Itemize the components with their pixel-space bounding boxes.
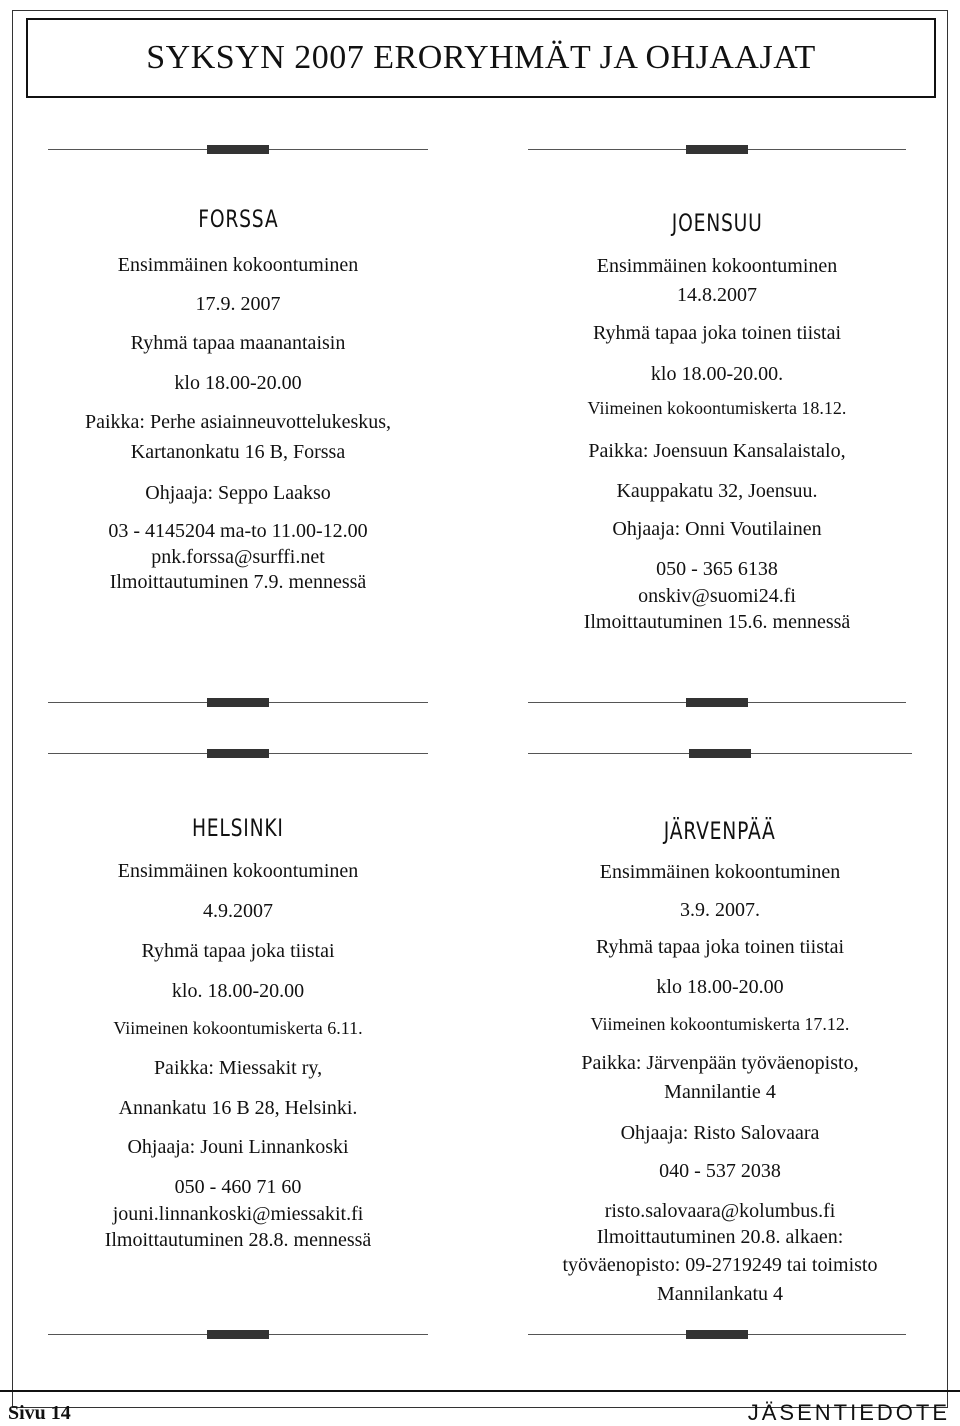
text-line: 040 - 537 2038 [659,1160,781,1182]
divider [528,145,906,157]
text-line: 4.9.2007 [203,900,273,922]
divider [48,145,428,157]
section-heading: HELSINKI [192,814,284,842]
text-line: Paikka: Joensuun Kansalaistalo, [588,440,846,462]
text-line: klo 18.00-20.00 [174,372,302,394]
text-line: pnk.forssa@surffi.net [151,546,325,568]
text-line: Ilmoittautuminen 15.6. mennessä [583,611,851,633]
text-line: 17.9. 2007 [195,293,281,315]
text-line: risto.salovaara@kolumbus.fi [604,1200,836,1222]
divider [528,698,906,710]
text-line: klo. 18.00-20.00 [171,980,305,1002]
text-line: Paikka: Järvenpään työväenopisto, [581,1052,859,1074]
text-line: Ilmoittautuminen 7.9. mennessä [109,571,367,593]
text-line: Ensimmäinen kokoontuminen [596,255,838,277]
section-heading: JÄRVENPÄÄ [664,817,776,845]
divider [48,749,428,761]
text-line: Ohjaaja: Risto Salovaara [620,1122,820,1144]
divider [528,749,912,761]
text-line: Kauppakatu 32, Joensuu. [616,480,818,502]
text-line: Ilmoittautuminen 28.8. mennessä [104,1229,372,1251]
text-line: Mannilankatu 4 [656,1283,784,1305]
title-box [26,18,936,98]
publication-name: JÄSENTIEDOTE [747,1400,950,1425]
text-line: Paikka: Miessakit ry, [153,1057,323,1079]
text-line: Annankatu 16 B 28, Helsinki. [118,1097,358,1119]
text-line: työväenopisto: 09-2719249 tai toimisto [562,1254,878,1276]
text-line: 050 - 460 71 60 [174,1176,302,1198]
text-line: Ensimmäinen kokoontuminen [599,861,841,883]
text-line: klo 18.00-20.00. [650,363,784,385]
text-line: klo 18.00-20.00 [656,976,784,998]
section-heading: JOENSUU [671,209,763,237]
text-line: Ryhmä tapaa joka tiistai [141,940,335,962]
text-line: Ohjaaja: Seppo Laakso [145,482,331,504]
divider [528,1330,906,1342]
text-line: Paikka: Perhe asiainneuvottelukeskus, [84,411,392,433]
text-line: Viimeinen kokoontumiskerta 17.12. [590,1014,850,1034]
text-line: Kartanonkatu 16 B, Forssa [130,441,346,463]
section-heading: FORSSA [197,205,279,233]
text-line: Ryhmä tapaa joka toinen tiistai [595,936,845,958]
text-line: 050 - 365 6138 [656,558,778,580]
text-line: 14.8.2007 [677,284,757,306]
text-line: Ohjaaja: Onni Voutilainen [612,518,822,540]
page-number: Sivu 14 [8,1402,71,1424]
text-line: Mannilantie 4 [664,1081,776,1103]
text-line: Ensimmäinen kokoontuminen [117,254,359,276]
footer-rule [0,1390,960,1392]
text-line: Viimeinen kokoontumiskerta 18.12. [587,398,847,418]
text-line: Ensimmäinen kokoontuminen [117,860,359,882]
text-line: onskiv@suomi24.fi [638,585,796,607]
page-title: SYKSYN 2007 ERORYHMÄT JA OHJAAJAT [146,39,816,76]
text-line: Viimeinen kokoontumiskerta 6.11. [113,1018,363,1038]
text-line: Ryhmä tapaa joka toinen tiistai [592,322,842,344]
text-line: 3.9. 2007. [680,899,760,921]
text-line: Ryhmä tapaa maanantaisin [130,332,346,354]
text-line: jouni.linnankoski@miessakit.fi [112,1203,364,1225]
text-line: Ilmoittautuminen 20.8. alkaen: [596,1226,844,1248]
divider [48,1330,428,1342]
divider [48,698,428,710]
text-line: Ohjaaja: Jouni Linnankoski [127,1136,349,1158]
text-line: 03 - 4145204 ma-to 11.00-12.00 [108,520,368,542]
